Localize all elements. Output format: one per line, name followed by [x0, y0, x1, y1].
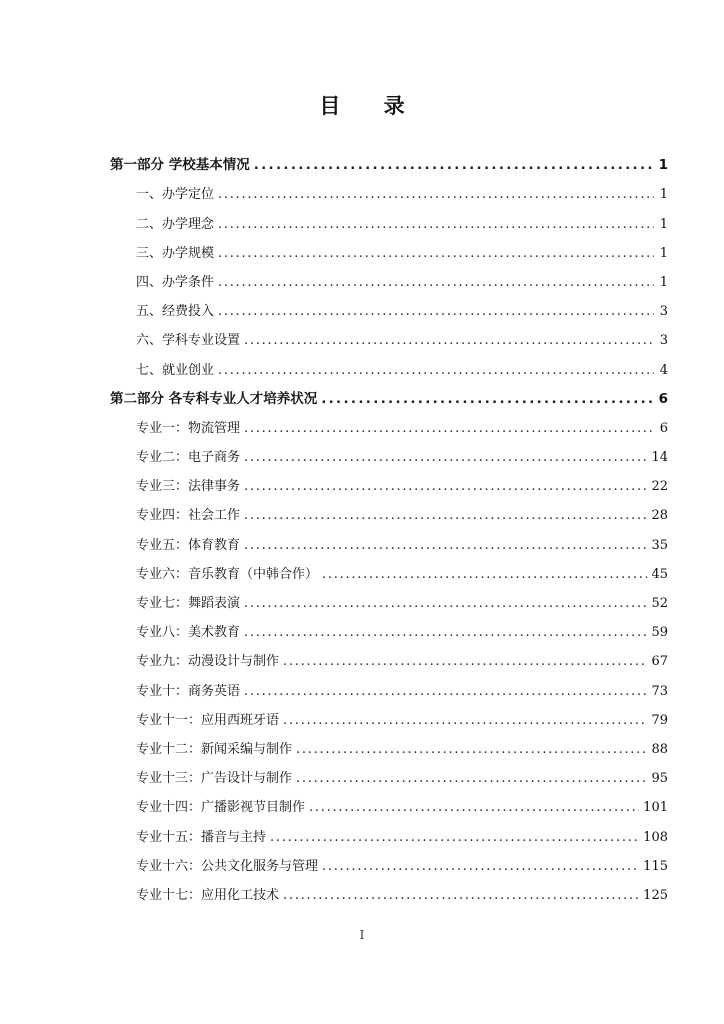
footer-page-number: I [359, 928, 365, 942]
toc-page-number: 59 [651, 625, 668, 641]
toc-dot-leader [244, 538, 647, 559]
toc-label: 专业五：体育教育 [136, 537, 241, 553]
toc-page-number: 4 [659, 362, 668, 378]
toc-dot-leader [218, 304, 654, 325]
toc-entry-row[interactable] [110, 529, 668, 558]
toc-dot-leader [244, 625, 647, 646]
toc-label: 三、办学规模 [136, 245, 215, 261]
toc-label: 专业六：音乐教育（中韩合作） [136, 566, 319, 582]
toc-label: 专业十一：应用西班牙语 [136, 712, 280, 728]
toc-page-number: 3 [659, 304, 668, 320]
toc-dot-leader [218, 246, 654, 267]
toc-entry-row[interactable] [110, 296, 668, 325]
toc-page-number: 1 [659, 245, 668, 261]
toc-dot-leader [218, 217, 654, 238]
toc-section-row[interactable] [110, 384, 668, 413]
toc-entry-row[interactable] [110, 442, 668, 471]
toc-label: 专业一：物流管理 [136, 420, 241, 436]
toc-label: 第一部分 学校基本情况 [110, 157, 250, 174]
toc-entry-row[interactable] [110, 208, 668, 237]
toc-label: 专业二：电子商务 [136, 450, 241, 466]
toc-page-number: 115 [643, 858, 668, 874]
toc-entry-row[interactable] [110, 734, 668, 763]
toc-dot-leader [218, 363, 654, 384]
toc-dot-leader [322, 567, 647, 588]
toc-page-number: 73 [651, 683, 668, 699]
toc-dot-leader [322, 859, 639, 880]
toc-entry-row[interactable] [110, 880, 668, 909]
toc-dot-leader [244, 596, 647, 617]
toc-entry-row[interactable] [110, 325, 668, 354]
toc-entry-row[interactable] [110, 792, 668, 821]
toc-entry-row[interactable] [110, 500, 668, 529]
toc-entry-row[interactable] [110, 588, 668, 617]
toc-page-number: 108 [643, 829, 668, 845]
toc-label: 专业十五：播音与主持 [136, 829, 267, 845]
toc-page-number: 67 [651, 654, 668, 670]
toc-dot-leader [270, 830, 639, 851]
toc-label: 专业八：美术教育 [136, 625, 241, 641]
toc-label: 专业三：法律事务 [136, 479, 241, 495]
toc-section-row[interactable] [110, 150, 668, 179]
toc-label: 专业十四：广播影视节目制作 [136, 800, 306, 816]
toc-dot-leader [283, 888, 639, 909]
toc-page-number: 6 [658, 390, 668, 407]
toc-dot-leader [244, 684, 647, 705]
toc-dot-leader [283, 654, 647, 675]
toc-label: 专业十二：新闻采编与制作 [136, 741, 293, 757]
toc-dot-leader [244, 450, 647, 471]
toc-page-number: 125 [643, 887, 668, 903]
toc-dot-leader [283, 713, 647, 734]
toc-label: 五、经费投入 [136, 304, 215, 320]
toc-entry-row[interactable] [110, 471, 668, 500]
toc-entry-row[interactable] [110, 821, 668, 850]
toc-label: 二、办学理念 [136, 216, 215, 232]
toc-label: 四、办学条件 [136, 274, 215, 290]
toc-page-number: 1 [658, 157, 668, 174]
toc-entry-row[interactable] [110, 617, 668, 646]
toc-entry-row[interactable] [110, 559, 668, 588]
toc-entry-row[interactable] [110, 354, 668, 383]
toc-page-number: 6 [659, 420, 668, 436]
toc-dot-leader [244, 421, 654, 442]
toc-dot-leader [296, 742, 647, 763]
toc-label: 专业十：商务英语 [136, 683, 241, 699]
toc-label: 专业十六：公共文化服务与管理 [136, 858, 319, 874]
toc-page-number: 95 [651, 771, 668, 787]
toc-page-number: 1 [659, 274, 668, 290]
toc-label: 专业七：舞蹈表演 [136, 596, 241, 611]
toc-page-number: 79 [651, 712, 668, 728]
toc-entry-row[interactable] [110, 646, 668, 675]
toc-dot-leader [321, 391, 654, 413]
toc-dot-leader [218, 275, 654, 296]
toc-label: 专业四：社会工作 [136, 508, 241, 524]
toc-label: 专业十三：广告设计与制作 [136, 771, 293, 787]
toc-label: 第二部分 各专科专业人才培养状况 [110, 390, 318, 407]
toc-page-number: 22 [651, 479, 668, 495]
toc-label: 七、就业创业 [136, 362, 215, 378]
toc-dot-leader [218, 187, 654, 208]
toc-page-number: 28 [651, 508, 668, 524]
toc-entry-row[interactable] [110, 413, 668, 442]
toc-dot-leader [296, 771, 647, 792]
toc-page-number: 52 [651, 596, 668, 611]
toc-entry-row[interactable] [110, 238, 668, 267]
toc-dot-leader [244, 333, 654, 354]
toc-entry-row[interactable] [110, 179, 668, 208]
toc-page-number: 101 [643, 800, 668, 816]
toc-dot-leader [244, 508, 647, 529]
toc-page-number: 88 [651, 741, 668, 757]
toc-dot-leader [254, 157, 654, 179]
toc-page-number: 3 [659, 333, 668, 349]
toc-label: 专业十七：应用化工技术 [136, 887, 280, 903]
toc-page-number: 14 [651, 450, 668, 466]
toc-dot-leader [244, 479, 647, 500]
toc-label: 六、学科专业设置 [136, 333, 241, 349]
toc-page-number: 1 [659, 216, 668, 232]
toc-page-number: 1 [659, 187, 668, 203]
toc-label: 一、办学定位 [136, 187, 215, 203]
toc-page-number: 45 [651, 566, 668, 582]
toc-dot-leader [309, 800, 639, 821]
table-of-contents [110, 150, 668, 909]
toc-page-number: 35 [651, 537, 668, 553]
toc-entry-row[interactable] [110, 675, 668, 704]
toc-entry-row[interactable] [110, 705, 668, 734]
toc-label: 专业九：动漫设计与制作 [136, 654, 280, 670]
toc-entry-row[interactable] [110, 763, 668, 792]
toc-entry-row[interactable] [110, 851, 668, 880]
toc-entry-row[interactable] [110, 267, 668, 296]
page-title: 目 录 [319, 94, 423, 118]
